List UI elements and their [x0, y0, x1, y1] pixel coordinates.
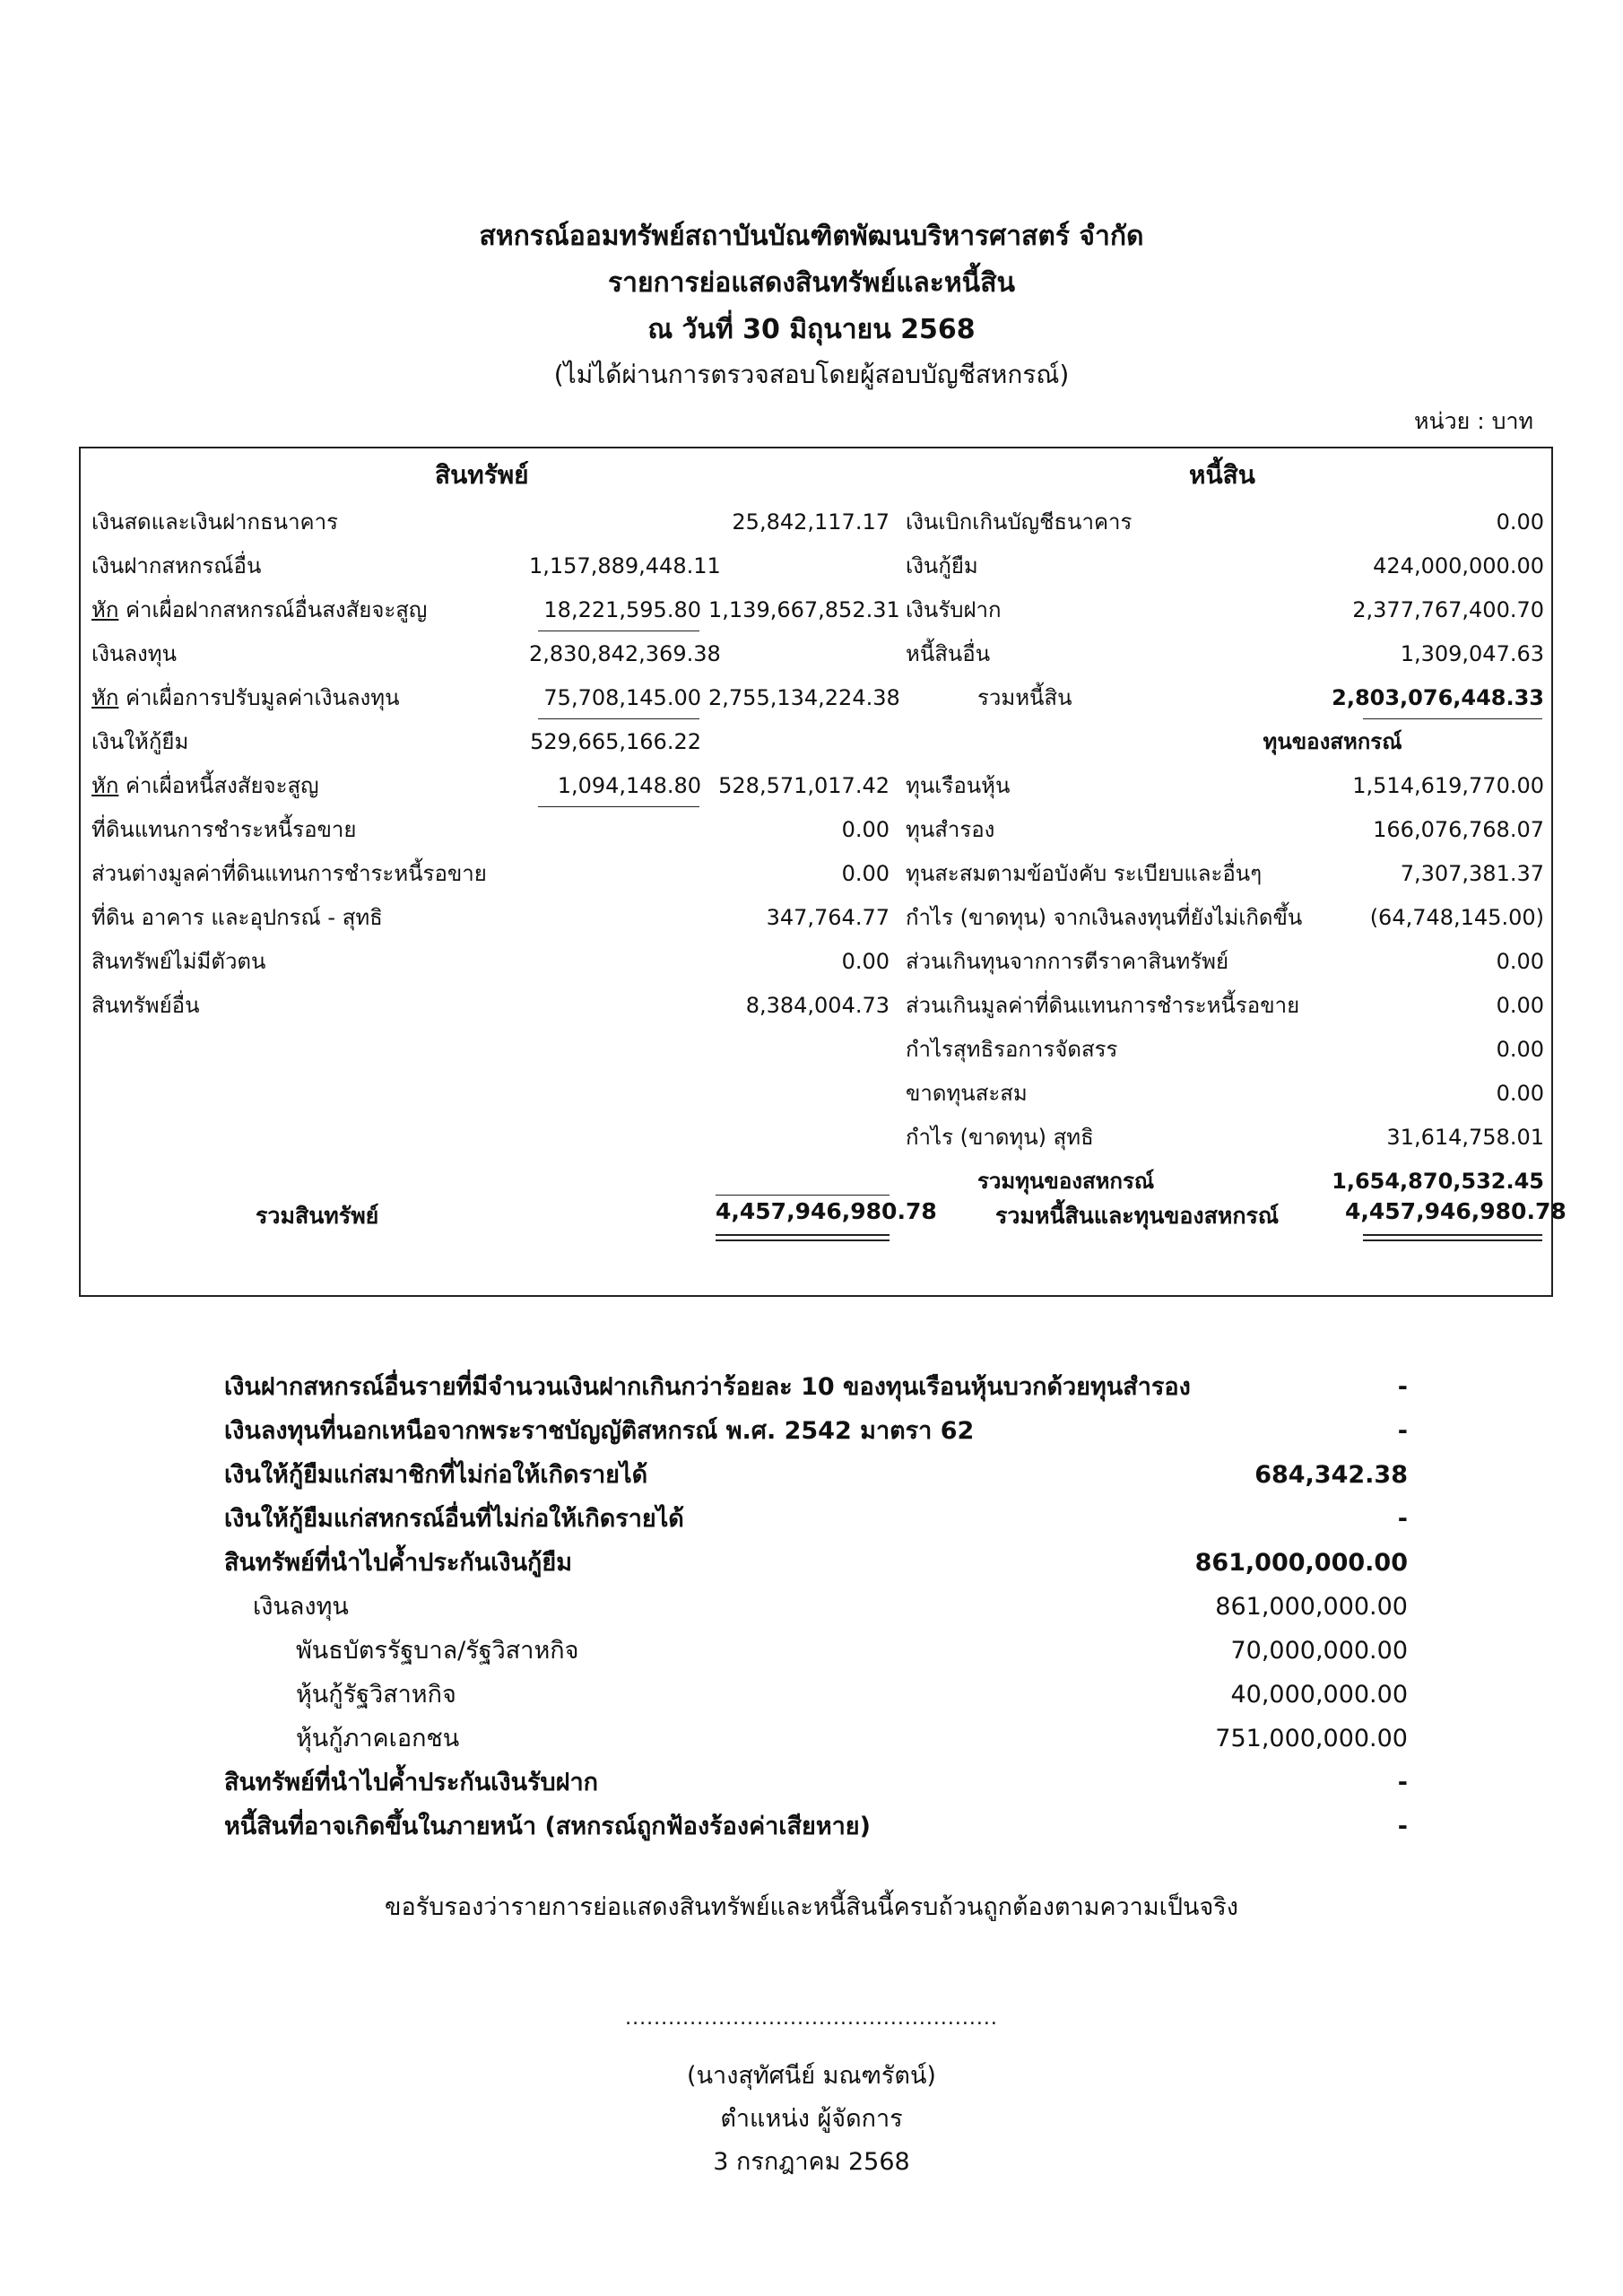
equity-heading — [906, 720, 1544, 764]
liability-row-value: 424,000,000.00 — [1373, 553, 1544, 578]
note-label: เงินลงทุน — [253, 1593, 349, 1621]
note-value: 40,000,000.00 — [1230, 1681, 1408, 1709]
asset-row — [81, 984, 924, 1028]
total-liabilities-value: 2,803,076,448.33 — [1332, 685, 1544, 710]
note-row — [224, 1629, 1408, 1673]
balance-sheet-box — [79, 447, 1567, 1297]
note-row — [224, 1717, 1408, 1761]
equity-row — [906, 852, 1544, 896]
signer-name: (นางสุทัศนีย์ มณฑรัตน์) — [687, 2062, 936, 2090]
asset-label — [91, 984, 199, 1028]
note-value: - — [1397, 1505, 1408, 1533]
asset-total-value: 0.00 — [841, 949, 890, 974]
note-value: 861,000,000.00 — [1194, 1549, 1408, 1577]
note-label: สินทรัพย์ที่นำไปค้ำประกันเงินกู้ยืม — [224, 1549, 572, 1577]
equity-row — [906, 940, 1544, 984]
equity-row-value: 0.00 — [1496, 993, 1544, 1018]
equity-row — [906, 1116, 1544, 1160]
asset-label — [91, 544, 261, 588]
grand-total-value: 4,457,946,980.78 — [1345, 1198, 1567, 1224]
asset-sub-value: 529,665,166.22 — [530, 729, 701, 754]
equity-row-label: ทุนสะสมตามข้อบังคับ ระเบียบและอื่นๆ — [906, 861, 1263, 886]
asset-row — [81, 544, 924, 588]
asset-row — [81, 632, 924, 676]
total-liabilities-underline — [1363, 718, 1542, 719]
equity-heading-label: ทุนของสหกรณ์ — [1263, 729, 1402, 754]
note-row — [224, 1761, 1408, 1805]
liability-row-label: หนี้สินอื่น — [906, 641, 991, 666]
asset-label-text: สินทรัพย์อื่น — [91, 993, 200, 1018]
note-row — [224, 1409, 1408, 1453]
asset-label-text: ที่ดินแทนการชำระหนี้รอขาย — [91, 817, 357, 842]
equity-row-label: กำไร (ขาดทุน) สุทธิ — [906, 1125, 1094, 1150]
signature-line: .................................................... — [625, 2007, 998, 2030]
asset-label-text: เงินลงทุน — [91, 641, 177, 666]
note-label: เงินให้กู้ยืมแก่สหกรณ์อื่นที่ไม่ก่อให้เกิดรายได้ — [224, 1505, 684, 1533]
asset-row — [81, 588, 924, 632]
note-label: เงินให้กู้ยืมแก่สมาชิกที่ไม่ก่อให้เกิดรายได้ — [224, 1461, 648, 1489]
note-value: 684,342.38 — [1254, 1461, 1408, 1489]
asset-total-value: 528,571,017.42 — [718, 773, 890, 798]
asset-label-text: ค่าเผื่อฝากสหกรณ์อื่นสงสัยจะสูญ — [118, 597, 428, 622]
asset-sub-value: 1,094,148.80 — [557, 773, 701, 798]
liability-row — [906, 544, 1544, 588]
equity-row-label: ส่วนเกินมูลค่าที่ดินแทนการชำระหนี้รอขาย — [906, 993, 1300, 1018]
asset-label-text: ที่ดิน อาคาร และอุปกรณ์ - สุทธิ — [91, 905, 383, 930]
audit-note: (ไม่ได้ผ่านการตรวจสอบโดยผู้สอบบัญชีสหกรณ์) — [553, 360, 1070, 389]
asset-sub-value: 18,221,595.80 — [543, 597, 701, 622]
asset-label-text: ส่วนต่างมูลค่าที่ดินแทนการชำระหนี้รอขาย — [91, 861, 487, 886]
grand-total-double-line-1 — [1363, 1234, 1542, 1236]
total-assets-value: 4,457,946,980.78 — [716, 1198, 937, 1224]
asset-label — [91, 720, 188, 764]
asset-label — [91, 632, 177, 676]
asset-total-value: 25,842,117.17 — [732, 509, 890, 535]
equity-row-value: (64,748,145.00) — [1369, 905, 1544, 930]
note-row — [224, 1805, 1408, 1848]
equity-row-label: กำไร (ขาดทุน) จากเงินลงทุนที่ยังไม่เกิดขึ้น — [906, 905, 1303, 930]
asset-label-text: สินทรัพย์ไม่มีตัวตน — [91, 949, 266, 974]
signer-position: ตำแหน่ง ผู้จัดการ — [720, 2105, 903, 2133]
asset-row — [81, 764, 924, 808]
asset-label-text: เงินให้กู้ยืม — [91, 729, 189, 754]
asset-label — [91, 808, 356, 852]
total-equity-label: รวมทุนของสหกรณ์ — [977, 1169, 1155, 1194]
note-value: - — [1397, 1417, 1408, 1445]
subtotal-underline — [538, 718, 699, 719]
equity-row — [906, 896, 1544, 940]
note-row — [224, 1541, 1408, 1585]
total-equity-value: 1,654,870,532.45 — [1332, 1169, 1544, 1194]
liabilities-heading: หนี้สิน — [1189, 460, 1255, 490]
asset-sub-value: 1,157,889,448.11 — [529, 553, 721, 578]
liability-row — [906, 500, 1544, 544]
equity-row-label: ส่วนเกินทุนจากการตีราคาสินทรัพย์ — [906, 949, 1228, 974]
note-label: เงินฝากสหกรณ์อื่นรายที่มีจำนวนเงินฝากเกินกว่าร้อยละ 10 ของทุนเรือนหุ้นบวกด้วยทุนสำรอง — [224, 1373, 1191, 1401]
note-label: หุ้นกู้ภาคเอกชน — [296, 1725, 460, 1752]
deduct-prefix: หัก — [91, 685, 119, 710]
total-assets-double-line-1 — [716, 1234, 890, 1236]
asset-label — [91, 764, 319, 808]
equity-row-label: ขาดทุนสะสม — [906, 1081, 1028, 1106]
note-label: หนี้สินที่อาจเกิดขึ้นในภายหน้า (สหกรณ์ถูกฟ้องร้องค่าเสียหาย) — [224, 1813, 871, 1840]
asset-label — [91, 852, 487, 896]
asset-label-text: เงินสดและเงินฝากธนาคาร — [91, 509, 338, 535]
note-value: - — [1397, 1813, 1408, 1840]
liability-row — [906, 632, 1544, 676]
asset-label-text: ค่าเผื่อหนี้สงสัยจะสูญ — [118, 773, 319, 798]
note-row — [224, 1585, 1408, 1629]
note-label: หุ้นกู้รัฐวิสาหกิจ — [296, 1681, 456, 1709]
equity-row — [906, 984, 1544, 1028]
asset-row — [81, 720, 924, 764]
liability-row — [906, 588, 1544, 632]
asset-row — [81, 500, 924, 544]
unit-label: หน่วย : บาท — [1414, 408, 1533, 434]
assets-heading: สินทรัพย์ — [435, 460, 529, 490]
total-liabilities-label: รวมหนี้สิน — [977, 685, 1072, 710]
asset-label-text: เงินฝากสหกรณ์อื่น — [91, 553, 262, 578]
equity-row — [906, 808, 1544, 852]
note-value: - — [1397, 1769, 1408, 1796]
liability-row-label: เงินเบิกเกินบัญชีธนาคาร — [906, 509, 1133, 535]
total-assets-label: รวมสินทรัพย์ — [256, 1203, 379, 1229]
liability-row-value: 0.00 — [1496, 509, 1544, 535]
liability-row-label: เงินกู้ยืม — [906, 553, 978, 578]
note-value: 861,000,000.00 — [1215, 1593, 1408, 1621]
certification-text: ขอรับรองว่ารายการย่อแสดงสินทรัพย์และหนี้สินนี้ครบถ้วนถูกต้องตามความเป็นจริง — [385, 1893, 1238, 1921]
asset-total-value: 347,764.77 — [766, 905, 890, 930]
equity-row — [906, 764, 1544, 808]
equity-row-value: 0.00 — [1496, 1037, 1544, 1062]
equity-row-label: ทุนเรือนหุ้น — [906, 773, 1011, 798]
total-liabilities — [906, 676, 1544, 720]
grand-total-label: รวมหนี้สินและทุนของสหกรณ์ — [995, 1203, 1280, 1229]
report-date: ณ วันที่ 30 มิถุนายน 2568 — [647, 314, 976, 345]
note-label: เงินลงทุนที่นอกเหนือจากพระราชบัญญัติสหกรณ์ พ.ศ. 2542 มาตรา 62 — [224, 1417, 975, 1445]
equity-row-value: 1,514,619,770.00 — [1352, 773, 1544, 798]
liability-row-value: 1,309,047.63 — [1400, 641, 1544, 666]
grand-total-double-line-2 — [1363, 1239, 1542, 1241]
liability-row-label: เงินรับฝาก — [906, 597, 1002, 622]
notes-list — [224, 1365, 1408, 1848]
asset-total-value: 8,384,004.73 — [745, 993, 890, 1018]
equity-row-value: 0.00 — [1496, 949, 1544, 974]
asset-total-value: 2,755,134,224.38 — [708, 685, 900, 710]
note-row — [224, 1497, 1408, 1541]
signature-date: 3 กรกฎาคม 2568 — [713, 2148, 910, 2176]
total-equity — [906, 1160, 1544, 1204]
asset-row — [81, 852, 924, 896]
note-value: - — [1397, 1373, 1408, 1401]
subtotal-underline — [538, 806, 699, 807]
note-row — [224, 1673, 1408, 1717]
asset-label — [91, 588, 427, 632]
equity-row-label: ทุนสำรอง — [906, 817, 995, 842]
report-title: รายการย่อแสดงสินทรัพย์และหนี้สิน — [607, 267, 1016, 299]
note-row — [224, 1453, 1408, 1497]
asset-sub-value: 2,830,842,369.38 — [529, 641, 721, 666]
equity-row-value: 0.00 — [1496, 1081, 1544, 1106]
asset-total-value: 0.00 — [841, 817, 890, 842]
asset-row — [81, 896, 924, 940]
asset-sub-value: 75,708,145.00 — [543, 685, 701, 710]
note-row — [224, 1365, 1408, 1409]
equity-row-value: 7,307,381.37 — [1400, 861, 1544, 886]
equity-row-value: 31,614,758.01 — [1386, 1125, 1544, 1150]
asset-row — [81, 940, 924, 984]
asset-total-value: 0.00 — [841, 861, 890, 886]
note-label: พันธบัตรรัฐบาล/รัฐวิสาหกิจ — [296, 1637, 579, 1665]
asset-row — [81, 676, 924, 720]
total-assets-double-line-2 — [716, 1239, 890, 1241]
note-value: 70,000,000.00 — [1230, 1637, 1408, 1665]
deduct-prefix: หัก — [91, 597, 119, 622]
equity-row-value: 166,076,768.07 — [1373, 817, 1544, 842]
asset-total-value: 1,139,667,852.31 — [708, 597, 900, 622]
asset-row — [81, 808, 924, 852]
equity-row-label: กำไรสุทธิรอการจัดสรร — [906, 1037, 1118, 1062]
deduct-prefix: หัก — [91, 773, 119, 798]
asset-label — [91, 676, 400, 720]
note-value: 751,000,000.00 — [1215, 1725, 1408, 1752]
note-label: สินทรัพย์ที่นำไปค้ำประกันเงินรับฝาก — [224, 1769, 598, 1796]
asset-label — [91, 500, 338, 544]
asset-label — [91, 896, 383, 940]
equity-row — [906, 1072, 1544, 1116]
total-assets-top-line — [716, 1195, 890, 1196]
asset-label — [91, 940, 265, 984]
liability-row-value: 2,377,767,400.70 — [1352, 597, 1544, 622]
asset-label-text: ค่าเผื่อการปรับมูลค่าเงินลงทุน — [118, 685, 400, 710]
org-name: สหกรณ์ออมทรัพย์สถาบันบัณฑิตพัฒนบริหารศาสตร์ จำกัด — [479, 221, 1144, 252]
equity-row — [906, 1028, 1544, 1072]
